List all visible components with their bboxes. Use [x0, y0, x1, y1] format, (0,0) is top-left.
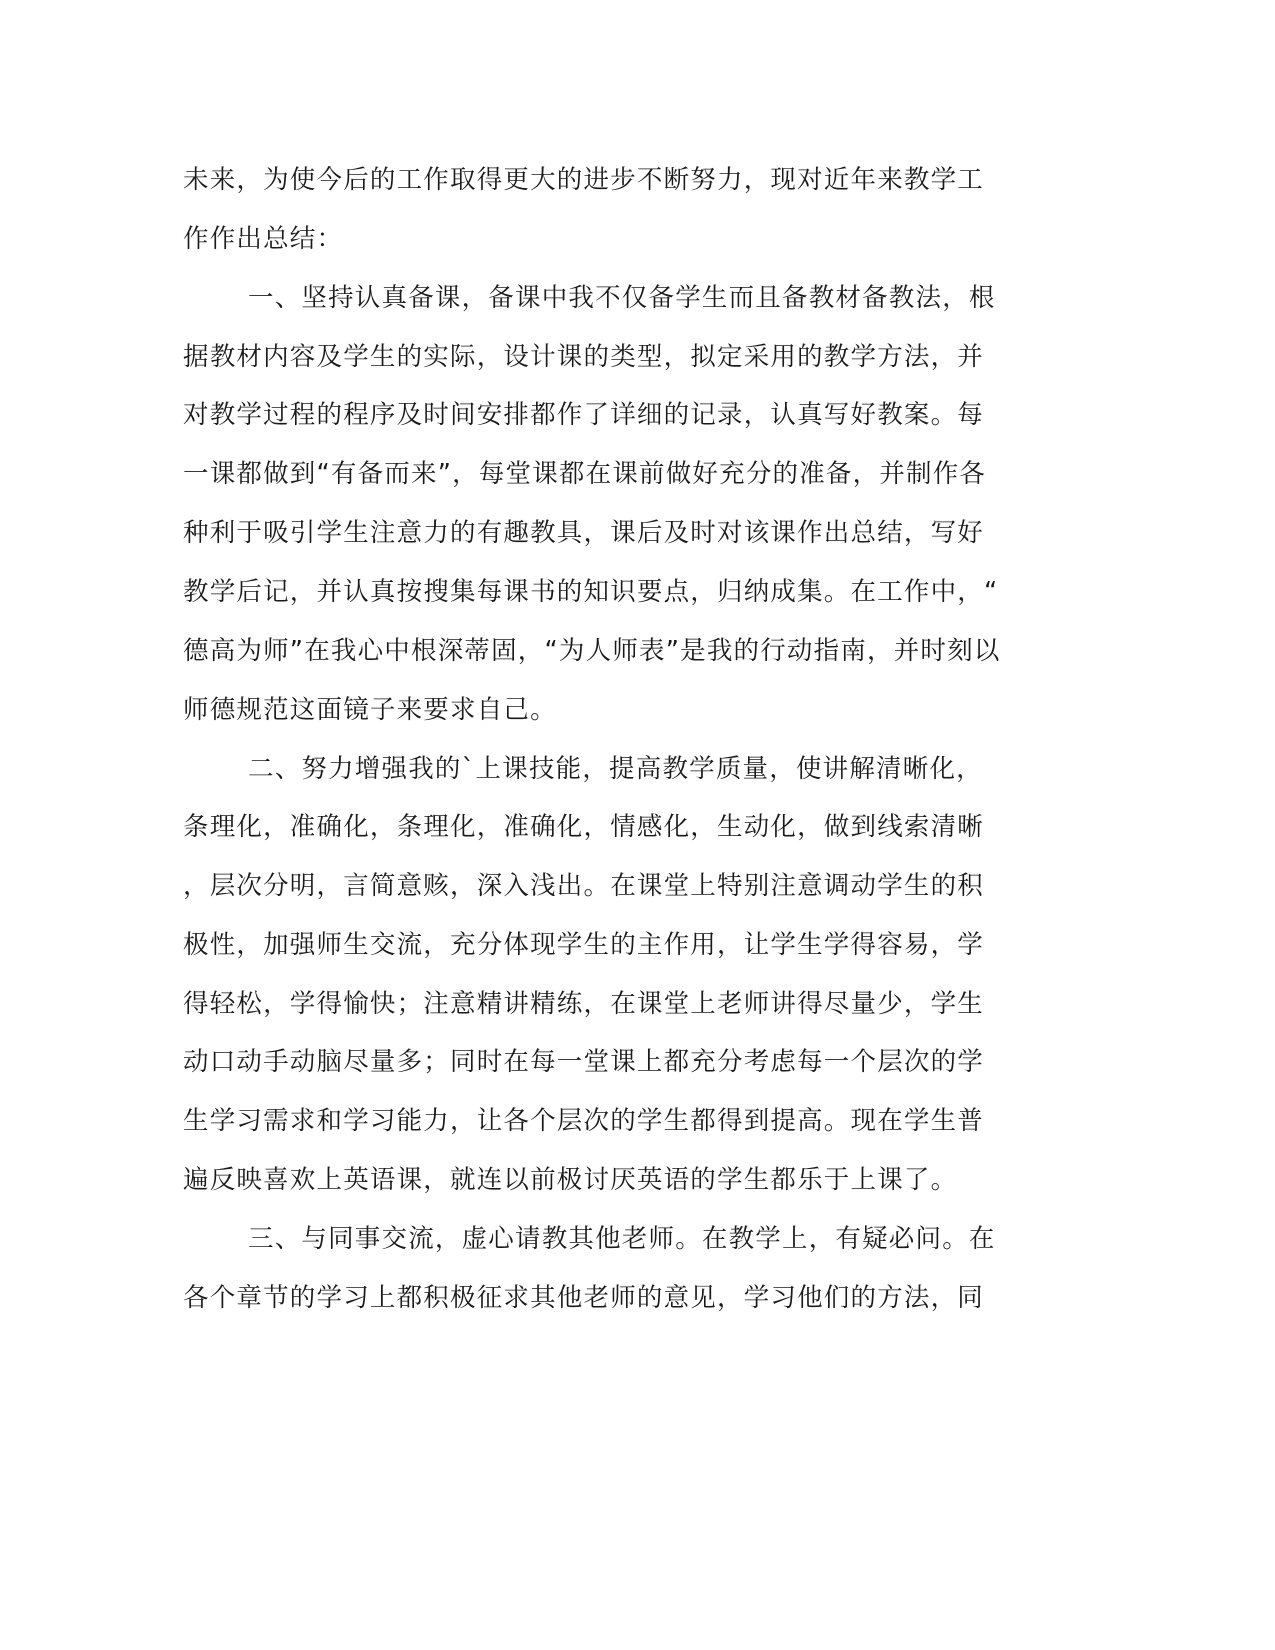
text-line: 未来，为使今后的工作取得更大的进步不断努力，现对近年来教学工	[183, 165, 985, 195]
text-line: ，层次分明，言简意赅，深入浅出。在课堂上特别注意调动学生的积	[183, 871, 985, 901]
text-line: 一课都做到“有备而来”，每堂课都在课前做好充分的准备，并制作各	[183, 459, 987, 489]
text-line: 各个章节的学习上都积极征求其他老师的意见，学习他们的方法，同	[183, 1283, 985, 1313]
text-line: 生学习需求和学习能力，让各个层次的学生都得到提高。现在学生普	[183, 1106, 985, 1136]
paragraph-3-first-line: 三、与同事交流，虚心请教其他老师。在教学上，有疑必问。在	[248, 1224, 996, 1254]
text-line: 教学后记，并认真按搜集每课书的知识要点，归纳成集。在工作中，“	[183, 577, 999, 607]
text-line: 条理化，准确化，条理化，准确化，情感化，生动化，做到线索清晰	[183, 812, 985, 842]
text-line: 遍反映喜欢上英语课，就连以前极讨厌英语的学生都乐于上课了。	[183, 1165, 958, 1195]
text-line: 极性，加强师生交流，充分体现学生的主作用，让学生学得容易，学	[183, 930, 985, 960]
text-line: 得轻松，学得愉快；注意精讲精练，在课堂上老师讲得尽量少，学生	[183, 989, 985, 1019]
text-line: 对教学过程的程序及时间安排都作了详细的记录，认真写好教案。每	[183, 400, 985, 430]
text-line: 作作出总结：	[183, 224, 344, 254]
text-line: 师德规范这面镜子来要求自己。	[183, 695, 557, 725]
text-line: 种利于吸引学生注意力的有趣教具，课后及时对该课作出总结，写好	[183, 518, 985, 548]
text-line: 动口动手动脑尽量多；同时在每一堂课上都充分考虑每一个层次的学	[183, 1047, 985, 1077]
text-line: 据教材内容及学生的实际，设计课的类型，拟定采用的教学方法，并	[183, 342, 985, 372]
paragraph-1-first-line: 一、坚持认真备课，备课中我不仅备学生而且备教材备教法，根	[248, 283, 996, 313]
paragraph-2-first-line: 二、努力增强我的`上课技能，提高教学质量，使讲解清晰化，	[248, 754, 983, 784]
text-line: 德高为师”在我心中根深蒂固，“为人师表”是我的行动指南，并时刻以	[183, 636, 1001, 666]
